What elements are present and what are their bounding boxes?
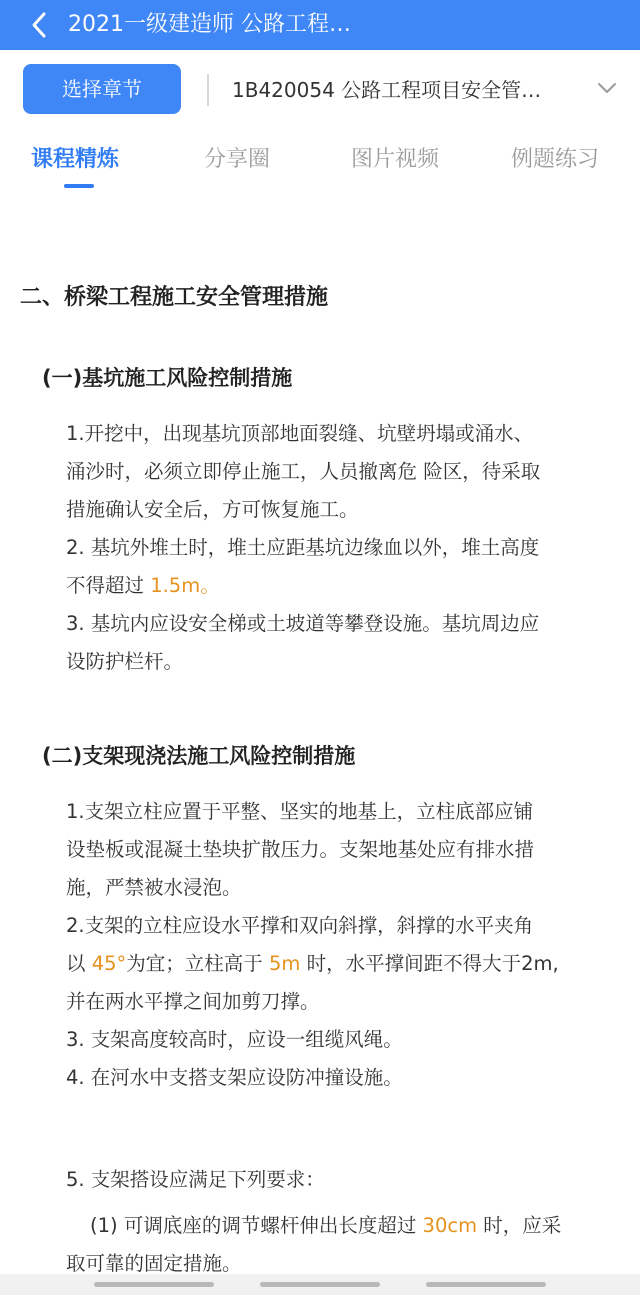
- bottom-scroll-bar: [0, 1274, 640, 1295]
- paragraph-line: 2.支架的立柱应设水平撑和双向斜撑，斜撑的水平夹角: [66, 914, 534, 937]
- highlight-value: 45°: [91, 952, 127, 975]
- select-chapter-button[interactable]: 选择章节: [23, 64, 181, 114]
- article-heading: 二、桥梁工程施工安全管理措施: [20, 285, 329, 310]
- tab-image-video[interactable]: 图片视频: [351, 147, 440, 172]
- paragraph-line: 3. 支架高度较高时，应设一组缆风绳。: [66, 1028, 403, 1051]
- scroll-indicator[interactable]: [94, 1282, 214, 1287]
- paragraph-line: 1.支架立柱应置于平整、坚实的地基上，立柱底部应铺: [66, 800, 534, 823]
- section-title: (一)基坑施工风险控制措施: [42, 366, 293, 390]
- paragraph-line: 并在两水平撑之间加剪刀撑。: [66, 990, 320, 1013]
- page-title: 2021一级建造师 公路工程…: [68, 12, 351, 37]
- paragraph-line: 施，严禁被水浸泡。: [66, 876, 242, 899]
- chapter-selector-row: [0, 50, 640, 130]
- text-segment: 不得超过: [66, 574, 151, 597]
- highlight-value: 1.5m。: [150, 574, 220, 597]
- text-segment: 时，水平撑间距不得大于2m,: [300, 952, 559, 975]
- text-segment: 时，应采: [477, 1214, 562, 1237]
- paragraph-line: 涌沙时，必须立即停止施工，人员撤离危 险区，待采取: [66, 460, 541, 483]
- paragraph-line: [66, 948, 559, 980]
- tab-course-refine[interactable]: 课程精炼: [31, 147, 120, 172]
- back-arrow-icon[interactable]: [26, 9, 54, 41]
- paragraph-line: [90, 1210, 561, 1242]
- paragraph-line: 措施确认安全后，方可恢复施工。: [66, 498, 359, 521]
- tab-example-practice[interactable]: 例题练习: [511, 147, 600, 172]
- paragraph-line: 4. 在河水中支搭支架应设防冲撞设施。: [66, 1066, 403, 1089]
- paragraph-line: 设防护栏杆。: [66, 650, 184, 673]
- paragraph-line: 1.开挖中，出现基坑顶部地面裂缝、坑壁坍塌或涌水、: [66, 422, 534, 445]
- paragraph-line: 3. 基坑内应设安全梯或土坡道等攀登设施。基坑周边应: [66, 612, 540, 635]
- text-segment: 以: [66, 952, 92, 975]
- tab-bar: [0, 130, 640, 194]
- text-segment: (1) 可调底座的调节螺杆伸出长度超过: [90, 1214, 423, 1237]
- highlight-value: 5m: [268, 952, 301, 975]
- paragraph-line: 取可靠的固定措施。: [66, 1252, 242, 1274]
- paragraph-line: 5. 支架搭设应满足下列要求：: [66, 1168, 325, 1191]
- paragraph-line: 设垫板或混凝土垫块扩散压力。支架地基处应有排水措: [66, 838, 535, 861]
- section-title: (二)支架现浇法施工风险控制措施: [42, 744, 356, 768]
- chevron-down-icon[interactable]: [596, 80, 618, 96]
- active-tab-indicator: [64, 184, 94, 188]
- paragraph-line: 2. 基坑外堆土时，堆土应距基坑边缘血以外，堆土高度: [66, 536, 540, 559]
- highlight-value: 30cm: [422, 1214, 478, 1237]
- divider: [207, 74, 209, 106]
- title-bar: [0, 0, 640, 50]
- scroll-indicator[interactable]: [426, 1282, 546, 1287]
- tab-share-circle[interactable]: 分享圈: [204, 147, 271, 172]
- text-segment: 为宜；立柱高于: [126, 952, 269, 975]
- article-content: [0, 194, 640, 1274]
- current-chapter-label[interactable]: 1B420054 公路工程项目安全管…: [232, 78, 542, 102]
- scroll-indicator[interactable]: [260, 1282, 380, 1287]
- paragraph-line: [66, 570, 220, 602]
